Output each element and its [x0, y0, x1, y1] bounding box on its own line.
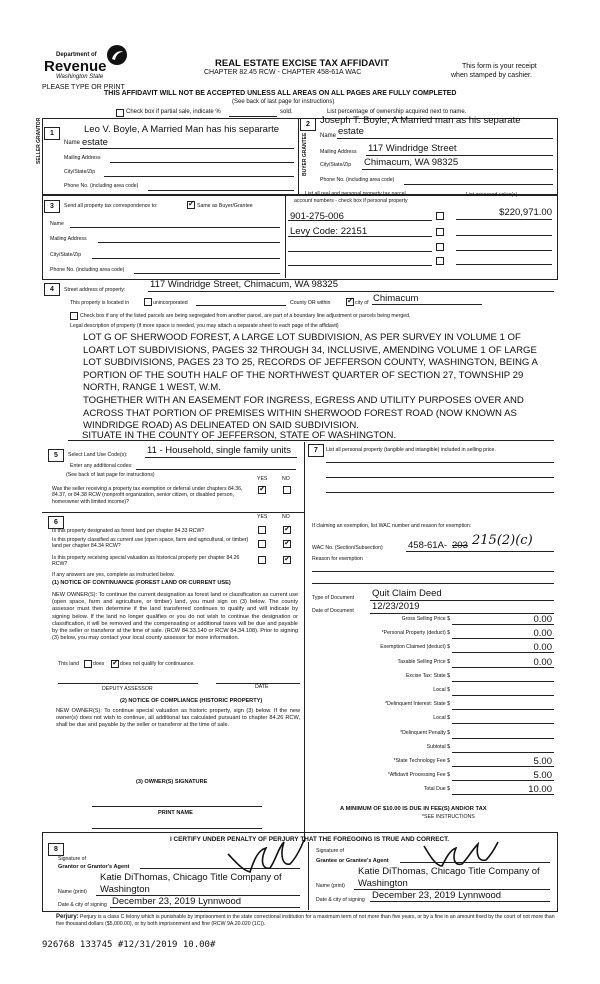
grantor-date-city-label: Date & city of signing — [58, 902, 107, 908]
land-does-label: does — [93, 661, 105, 667]
historic-no-checkbox[interactable] — [283, 556, 291, 564]
no-header-6: NO — [282, 514, 290, 520]
buyer-name-line2[interactable]: estate — [338, 126, 364, 137]
yes-header-5: YES — [257, 476, 268, 482]
wac-struck-value: 203 — [452, 540, 468, 551]
notice-compliance-body: NEW OWNER(S): To continue special valuation as historic property, sign (3) below. If the new owner(s) does not wish to continue, all additional tax calculated pursuant to chapter 84.26 RCW, shall be due and payable by the seller or transferor at the time of sale. — [56, 708, 300, 729]
recording-stamp: 926768 133745 #12/31/2019 10.00# — [42, 940, 216, 950]
current-use-question: Is this property classified as current use (open space, farm and agricultural, or timber) land per chapter 84.34 RCW? — [52, 537, 249, 549]
ownership-note: List percentage of ownership acquired next to name. — [327, 109, 467, 115]
county-within-label: County OR within — [290, 300, 331, 306]
section-8-number: 8 — [48, 843, 64, 856]
buyer-mailing-value[interactable]: 117 Windridge Street — [368, 143, 457, 154]
buyer-name-label: Name — [320, 133, 337, 139]
seller-mailing-label: Mailing Address — [64, 155, 101, 161]
section-4-number: 4 — [44, 283, 60, 296]
assessed-header: List assessed value(s) — [466, 192, 518, 198]
please-type-label: PLEASE TYPE OR PRINT — [42, 84, 125, 91]
grantee-signature-of: Signature of — [316, 848, 344, 854]
city-of-checkbox[interactable] — [346, 298, 354, 306]
buyer-mailing-label: Mailing Address — [320, 149, 357, 155]
reason-exemption-label: Reason for exemption — [312, 556, 363, 562]
corr-name-label: Name — [50, 221, 64, 227]
form-subtitle: CHAPTER 82.45 RCW - CHAPTER 458-61A WAC — [204, 69, 362, 76]
assessed-value-1[interactable]: $220,971.00 — [499, 207, 552, 218]
exemption-question: Was the seller receiving a property tax exemption or deferral under chapters 84.36, 84.37, or 84.38 RCW (nonprofit organization, senior citizen, or disabled person, homeowner with limited income)? — [52, 486, 243, 505]
section-1-number: 1 — [44, 127, 60, 140]
wac-handwritten-value: 215(2)(c) — [472, 533, 533, 548]
grantee-date-city-label: Date & city of signing — [316, 897, 365, 903]
land-does-not-label: does not qualify for continuance. — [120, 661, 195, 667]
buyer-city-label: City/State/Zip — [320, 162, 352, 168]
buyer-city-value[interactable]: Chimacum, WA 98325 — [364, 157, 459, 168]
located-in-label: This property is located in — [70, 300, 130, 306]
grantor-agent-label: Grantor or Grantor's Agent — [58, 864, 130, 870]
no-header-5: NO — [282, 476, 290, 482]
tax-row-label: Taxable Selling Price $ — [397, 658, 450, 665]
tax-row-label: Local $ — [433, 687, 450, 693]
grantee-date-city-value[interactable]: December 23, 2019 Lynnwood — [372, 890, 502, 901]
wac-number-label: WAC No. (Section/Subsection) — [312, 545, 383, 551]
document-date-value[interactable]: 12/23/2019 — [372, 601, 420, 612]
unincorporated-label: unincorporated — [153, 300, 188, 306]
land-use-see-back: (See back of last page for instructions) — [66, 472, 155, 478]
tax-row-value[interactable]: 5.00 — [533, 756, 552, 767]
warning-text: THIS AFFIDAVIT WILL NOT BE ACCEPTED UNLESS ALL AREAS ON ALL PAGES ARE FULLY COMPLETED — [104, 90, 457, 97]
personal-property-checkbox-1[interactable] — [436, 212, 444, 220]
document-type-value[interactable]: Quit Claim Deed — [372, 588, 442, 599]
legal-description[interactable] — [83, 332, 553, 433]
historic-question: Is this property receiving special valuation as historical property per chapter 84.26 RCW? — [52, 555, 240, 567]
seller-name-line1[interactable]: Leo V. Boyle, A Married Man has his separarte — [84, 124, 280, 135]
tax-row-label: Excise Tax: State $ — [405, 672, 450, 679]
document-type-label: Type of Document — [312, 595, 355, 601]
print-name-label: PRINT NAME — [158, 810, 193, 816]
tax-row-label: *Delinquent Interest: State $ — [385, 701, 450, 708]
legal-paragraph-1: LOT G OF SHERWOOD FOREST, A LARGE LOT SUBDIVISION, AS PER SURVEY IN VOLUME 1 OF LOART LOT SUBDIVISIONS, PAGES 32 THROUGH 34, INCLUSIVE, AMENDING VOLUME 1 OF LARGE LOT SUBDIVISIONS, PAGES 23 TO 25, RECORDS OF JEFFERSON COUNTY, WASHINGTON, BEING A PORTION OF THE SOUTH HALF OF THE NORTHWEST QUARTER OF SECTION 27, TOWNSHIP 29 NORTH, RANGE 1 WEST, W.M. — [83, 332, 538, 394]
section-2-number: 2 — [300, 118, 316, 131]
tax-row-label: *Personal Property (deduct) $ — [381, 630, 450, 637]
any-yes-note: If any answers are yes, complete as instructed below. — [52, 572, 175, 578]
tax-row-label: *Affidavit Processing Fee $ — [387, 772, 450, 779]
tax-row-value[interactable]: 0.00 — [533, 628, 552, 640]
legal-paragraph-2: TOGHETHER WITH AN EASEMENT FOR INGRESS, EGRESS AND UTILITY PURPOSES OVER AND ACROSS THAT PORTION OF PREMISES WITHIN SHERWOOD FOREST ROAD (NOW KNOWN AS WINDRIDGE ROAD) AS DELINEATED ON SAID SUBDIVISION. — [83, 394, 524, 432]
wac-number-value[interactable]: 458-61A- — [408, 540, 448, 551]
city-of-value[interactable]: Chimacum — [373, 293, 419, 304]
tax-row-label: Total Due $ — [423, 786, 450, 793]
parcel-header-1: List all real and personal property tax parcel — [305, 191, 406, 197]
owner-signature-label: (3) OWNER(S) SIGNATURE — [136, 779, 208, 785]
dor-logo-icon — [106, 44, 128, 66]
seller-phone-label: Phone No. (including area code) — [64, 183, 139, 189]
legal-description-header: Legal description of property (if more space is needed, you may attach a separate sheet to each page of the affidavit) — [70, 323, 339, 329]
section-7-number: 7 — [308, 444, 324, 457]
notice-continuance-body: NEW OWNER(S): To continue the current designation as forest land or classification as current use (open space, farm and agriculture, or timber) land, you must sign on (3) below. The county assessor must then determine if the land transferred continues to qualify and will indicate by signing below. If the land no longer qualifies or you do not wish to continue the designation or classification, it will be removed and the compensating or additional taxes will be due and payable by the seller or transferor at the time of sale. (RCW 84.33.140 or RCW 84.34.108). Prior to signing (3) below, you may contact your local county assessor for more information. — [52, 592, 298, 642]
corr-city-label: City/State/Zip — [50, 252, 82, 258]
parcel-number-1[interactable]: 901-275-006 — [290, 211, 344, 222]
forest-yes-checkbox[interactable] — [258, 526, 266, 534]
exemption-no-checkbox[interactable] — [283, 486, 291, 494]
segregated-checkbox[interactable] — [70, 312, 78, 320]
notice-compliance-title: (2) NOTICE OF COMPLIANCE (HISTORIC PROPERTY) — [120, 698, 263, 704]
current-use-yes-checkbox[interactable] — [258, 540, 266, 548]
grantor-date-city-value[interactable]: December 23, 2019 Lynnwood — [112, 896, 242, 907]
perjury-text: Perjury is a class C felony which is punishable by imprisonment in the state correctional institution for a maximum term of not more than five years, or by a fine in an amount fixed by the court of not more than five thousand dollars ($5,000.00), or by both imprisonment and fine (RCW 9A.20.020 (1C)). — [56, 914, 555, 927]
additional-codes-label: Enter any additional codes: — [70, 463, 133, 469]
see-instructions-note: *SEE INSTRUCTIONS — [422, 814, 475, 820]
tax-row-value[interactable]: 0.00 — [533, 614, 552, 625]
seller-name-label: Name — [64, 140, 81, 146]
city-of-label: city of — [355, 300, 369, 306]
partial-sale-checkbox[interactable] — [116, 109, 124, 117]
street-address-value[interactable]: 117 Windridge Street, Chimacum, WA 98325 — [150, 279, 338, 290]
current-use-no-checkbox[interactable] — [283, 540, 291, 548]
grantee-name-line1[interactable]: Katie DiThomas, Chicago Title Company of — [358, 866, 540, 877]
section-6-number: 6 — [48, 516, 64, 529]
receipt-note-2: when stamped by cashier. — [451, 72, 532, 79]
buyer-name-line1[interactable]: Joseph T. Boyle, A Married man as his separate — [320, 115, 521, 126]
minimum-fee-note: A MINIMUM OF $10.00 IS DUE IN FEE(S) AND/OR TAX — [340, 806, 487, 812]
washington-state-label: Washington State — [56, 74, 104, 80]
legal-paragraph-3: SITUATE IN THE COUNTY OF JEFFERSON, STATE OF WASHINGTON. — [82, 430, 397, 441]
tax-row-value[interactable]: 0.00 — [533, 642, 552, 654]
yes-header-6: YES — [257, 514, 268, 520]
revenue-logo-text: Revenue — [44, 58, 107, 75]
same-as-buyer-label: Same as Buyer/Grantee — [197, 203, 253, 209]
land-does-checkbox[interactable] — [84, 660, 92, 668]
certify-statement: I CERTIFY UNDER PENALTY OF PERJURY THAT THE FOREGOING IS TRUE AND CORRECT. — [170, 836, 450, 843]
levy-code[interactable]: Levy Code: 22151 — [290, 226, 368, 237]
partial-sale-label: Check box if partial sale, indicate % — [126, 109, 221, 115]
notice-continuance-title: (1) NOTICE OF CONTINUANCE (FOREST LAND OR CURRENT USE) — [52, 580, 231, 586]
dept-of-label: Department of — [56, 52, 97, 58]
section-5-number: 5 — [48, 449, 64, 462]
tax-row-value[interactable]: 5.00 — [533, 770, 552, 782]
grantee-agent-label: Grantee or Grantee's Agent — [316, 858, 389, 864]
tax-correspondence-label: Send all property tax correspondence to: — [64, 203, 158, 209]
sold-label: sold. — [280, 109, 293, 115]
deputy-assessor-label: DEPUTY ASSESSOR — [102, 686, 153, 692]
forest-land-question: Is this property designated as forest land per chapter 84.33 RCW? — [52, 528, 205, 534]
corr-mailing-label: Mailing Address — [50, 236, 87, 242]
forest-no-checkbox[interactable] — [283, 526, 291, 534]
tax-row-value[interactable]: 10.00 — [528, 784, 552, 796]
receipt-note-1: This form is your receipt — [462, 63, 537, 70]
tax-row-label: *State Technology Fee $ — [393, 758, 450, 764]
seller-city-label: City/State/Zip — [64, 169, 96, 175]
seller-name-line2[interactable]: estate — [82, 137, 108, 148]
land-does-not-checkbox[interactable] — [111, 660, 119, 668]
see-back-note: (See back of last page for instructions) — [232, 99, 335, 105]
land-use-value[interactable]: 11 - Household, single family units — [147, 445, 291, 456]
grantee-name-line2[interactable]: Washington — [358, 878, 408, 889]
grantor-signature — [220, 830, 310, 878]
land-use-label: Select Land Use Code(s): — [68, 452, 128, 458]
corr-phone-label: Phone No. (including area code) — [50, 267, 125, 273]
section-3-number: 3 — [44, 200, 60, 213]
seller-side-label: SELLER GRANTOR — [36, 117, 42, 164]
document-date-label: Date of Document — [312, 608, 354, 614]
exemption-yes-checkbox[interactable] — [258, 486, 266, 494]
grantor-signature-of: Signature of — [58, 856, 86, 862]
deputy-date-label: DATE — [255, 684, 269, 690]
unincorporated-checkbox[interactable] — [144, 298, 152, 306]
tax-row-value[interactable]: 0.00 — [533, 656, 552, 668]
grantor-name-print-label: Name (print) — [58, 889, 87, 895]
tax-row-label: Local $ — [433, 715, 450, 722]
tax-row-label: *Delinquent Penalty $ — [400, 729, 450, 736]
buyer-phone-label: Phone No. (including area code) — [320, 177, 395, 183]
historic-yes-checkbox[interactable] — [258, 556, 266, 564]
same-as-buyer-checkbox[interactable] — [187, 201, 195, 209]
tax-row-label: Exemption Claimed (deduct) $ — [380, 644, 450, 651]
personal-property-checkbox-2[interactable] — [436, 228, 444, 236]
personal-property-label: List all personal property (tangible and intangible) included in selling price. — [326, 447, 496, 453]
parcel-header-2: account numbers - check box if personal property — [294, 198, 408, 204]
street-address-label: Street address of property: — [64, 287, 126, 293]
grantor-name-line1[interactable]: Katie DiThomas, Chicago Title Company of — [100, 872, 282, 883]
grantor-name-line2[interactable]: Washington — [100, 884, 150, 895]
personal-property-checkbox-3[interactable] — [436, 243, 444, 251]
form-title: REAL ESTATE EXCISE TAX AFFIDAVIT — [215, 58, 390, 69]
tax-row-label: Subtotal $ — [426, 743, 450, 750]
perjury-label: Perjury: — [56, 914, 79, 920]
exemption-claim-label: If claiming an exemption, list WAC number and reason for exemption: — [312, 523, 472, 529]
tax-row-label: Gross Selling Price $ — [401, 616, 450, 622]
personal-property-checkbox-4[interactable] — [436, 257, 444, 265]
this-land-label: This land — [58, 661, 80, 667]
segregated-label: Check box if any of the listed parcels are being segregated from another parcel, are part of a boundary line adjustment or parcels being merged. — [80, 313, 411, 319]
grantee-name-print-label: Name (print) — [316, 883, 345, 889]
buyer-side-label: BUYER GRANTEE — [302, 132, 308, 176]
